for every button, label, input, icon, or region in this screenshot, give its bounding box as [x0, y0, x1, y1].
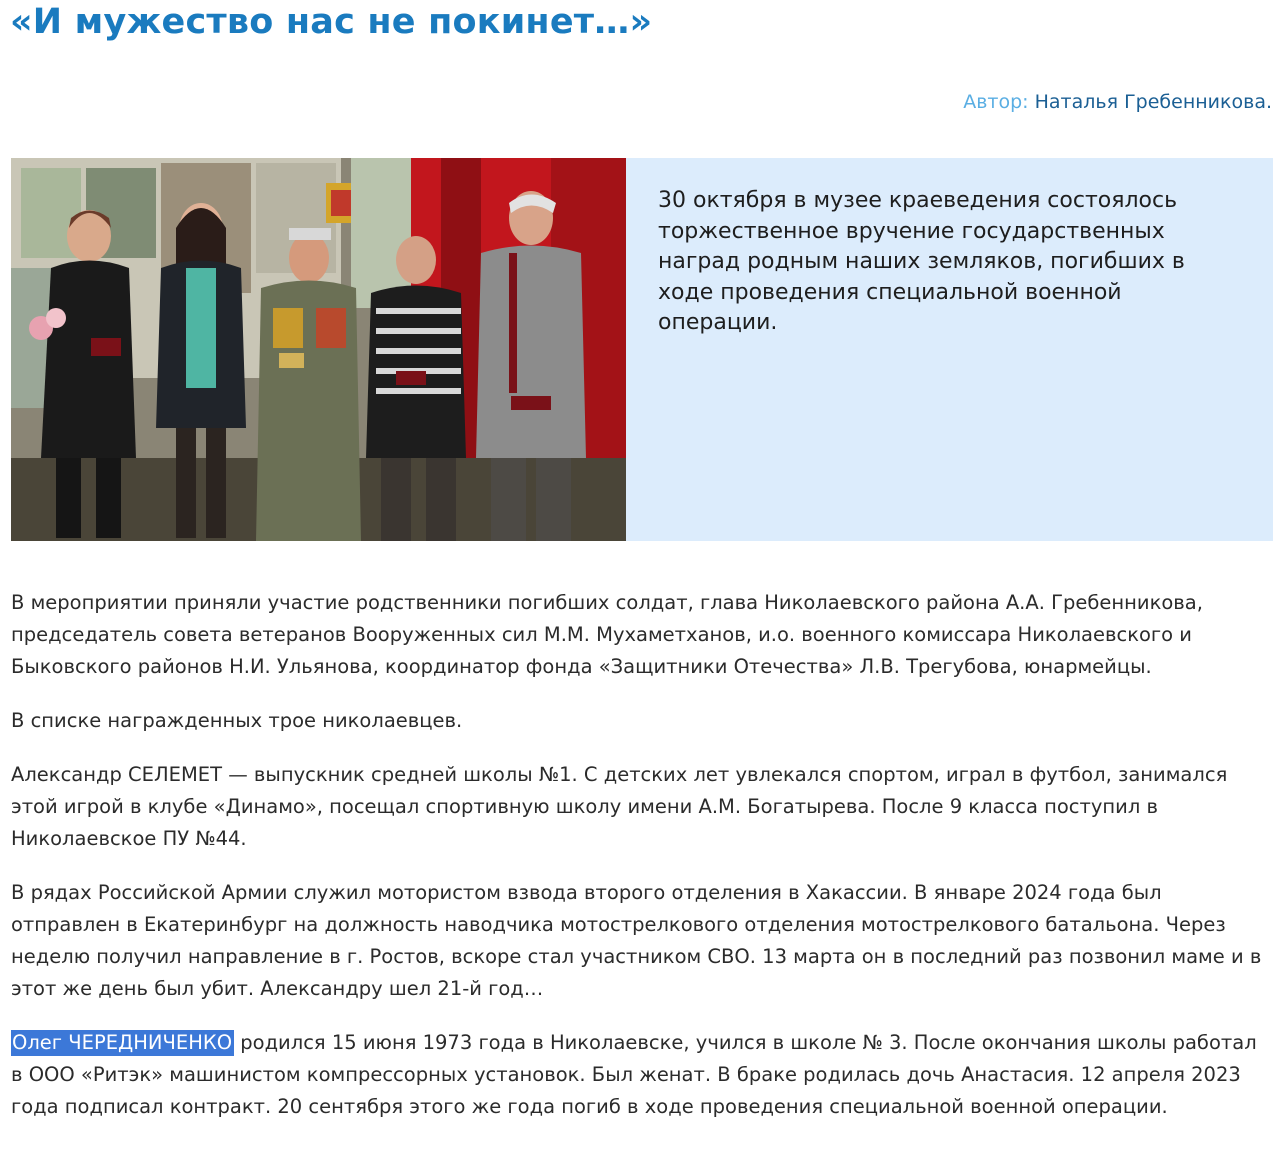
paragraph-participants: В мероприятии приняли участие родственники погибших солдат, глава Николаевского района А.А. Гребенникова, председатель совета ветеранов Вооруженных сил М.М. Мухаметханов, и.о. военного комиссара Николаевского и Быковского районов Н.И. Ульянова, координатор фонда «Защитники Отечества» Л.В. Трегубова, юнармейцы. [11, 591, 1203, 678]
paragraph-cherednichenko-text: родился 15 июня 1973 года в Николаевске, учился в школе № 3. После окончания школы работал в ООО «Ритэк» машинистом компрессорных установок. Был женат. В браке родилась дочь Анастасия. 12 апреля 2023 года подписал контракт. 20 сентября этого же года погиб в ходе проведения специальной военной операции. [11, 1031, 1257, 1118]
paragraph-selemet-bio: Александр СЕЛЕМЕТ — выпускник средней школы №1. С детских лет увлекался спортом, играл в футбол, занимался этой игрой в клубе «Динамо», посещал спортивную школу имени А.М. Богатырева. После 9 класса поступил в Николаевское ПУ №44. [11, 763, 1228, 850]
author-label: Автор: [963, 91, 1029, 113]
paragraph-awardees-intro: В списке награжденных трое николаевцев. [11, 709, 463, 732]
article-lead: 30 октября в музее краеведения состоялось торжественное вручение государственных наград родным наших земляков, погибших в ходе проведения специальной военной операции. [658, 188, 1185, 335]
paragraph-selemet-service: В рядах Российской Армии служил мотористом взвода второго отделения в Хакассии. В январе 2024 года был отправлен в Екатеринбург на должность наводчика мотострелкового отделения мотострелкового батальона. Через неделю получил направление в г. Ростов, вскоре стал участником СВО. 13 марта он в последний раз позвонил маме и в этот же день был убит. Александру шел 21-й год… [11, 881, 1262, 1000]
paragraph-cherednichenko [11, 1027, 1273, 1123]
author-name-link[interactable]: Наталья Гребенникова. [1034, 91, 1272, 113]
author-line [963, 89, 1272, 115]
article-photo [11, 158, 626, 541]
article-body [11, 587, 1273, 1145]
article-title: «И мужество нас не покинет…» [10, 2, 653, 42]
lead-block [11, 158, 1273, 541]
highlighted-name-selection[interactable]: Олег ЧЕРЕДНИЧЕНКО [12, 1031, 233, 1054]
